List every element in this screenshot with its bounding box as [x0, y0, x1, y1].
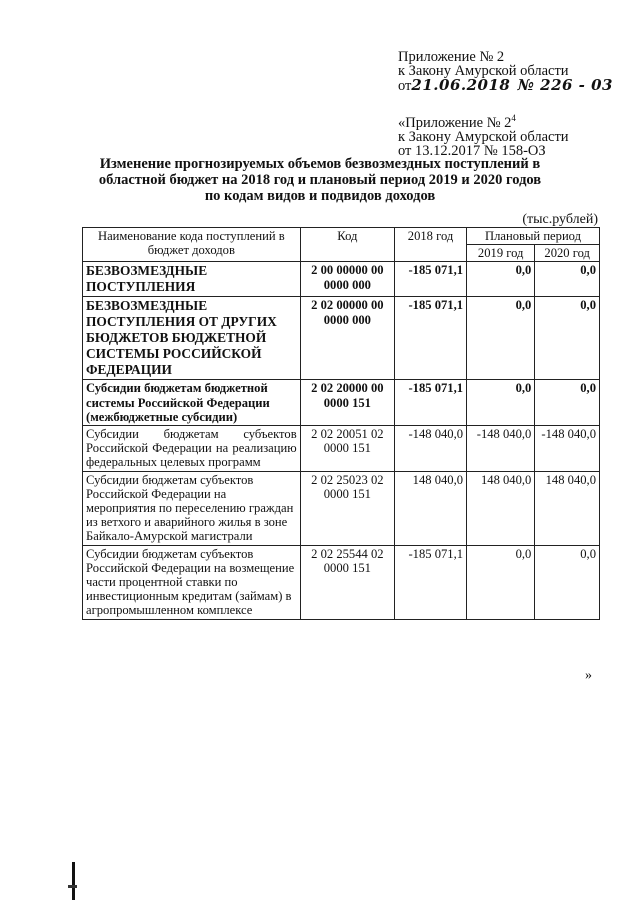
row-2018: 148 040,0	[395, 471, 467, 545]
row-name: БЕЗВОЗМЕЗДНЫЕ ПОСТУПЛЕНИЯ	[83, 262, 301, 297]
row-code: 2 02 00000 00 0000 000	[300, 297, 394, 380]
header-2020: 2020 год	[535, 245, 600, 262]
row-2019: -148 040,0	[467, 426, 535, 472]
row-2018: -185 071,1	[395, 380, 467, 426]
row-code: 2 02 25023 02 0000 151	[300, 471, 394, 545]
row-code: 2 02 20000 00 0000 151	[300, 380, 394, 426]
from-prefix: от	[398, 78, 412, 94]
quoted-date-line: от 13.12.2017 № 158-ОЗ	[398, 142, 546, 159]
appendix-line: Приложение № 2	[398, 49, 505, 65]
table-row	[83, 297, 600, 380]
row-2018: -185 071,1	[395, 262, 467, 297]
table-row	[83, 426, 600, 472]
row-2018: -185 071,1	[395, 545, 467, 619]
row-2018: -185 071,1	[395, 297, 467, 380]
row-2020: 0,0	[535, 297, 600, 380]
row-name: Субсидии бюджетам субъектов Российской Федерации на мероприятия по переселению граждан из ветхого и аварийного жилья в зоне Байкало-Амурской магистрали	[83, 471, 301, 545]
row-2020: 148 040,0	[535, 471, 600, 545]
row-2020: 0,0	[535, 380, 600, 426]
scan-artifact-tick	[68, 885, 77, 888]
handwritten-number: № 226 - 03	[517, 76, 613, 94]
header-2018: 2018 год	[395, 228, 467, 262]
row-name: Субсидии бюджетам субъектов Российской Федерации на возмещение части процентной ставки по инвестиционным кредитам (займам) в агропромышленном комплексе	[83, 545, 301, 619]
row-2018: -148 040,0	[395, 426, 467, 472]
row-code: 2 00 00000 00 0000 000	[300, 262, 394, 297]
row-2019: 0,0	[467, 545, 535, 619]
handwritten-date: 21.06.2018	[411, 76, 511, 94]
row-2019: 148 040,0	[467, 471, 535, 545]
table-row	[83, 262, 600, 297]
table-row	[83, 471, 600, 545]
table-row	[83, 545, 600, 619]
revenue-table	[82, 227, 600, 620]
header-plan-period: Плановый период	[467, 228, 600, 245]
header-2019: 2019 год	[467, 245, 535, 262]
row-2019: 0,0	[467, 262, 535, 297]
law-line: к Закону Амурской области	[398, 63, 569, 79]
row-code: 2 02 25544 02 0000 151	[300, 545, 394, 619]
header-name: Наименование кода поступлений в бюджет доходов	[83, 228, 301, 262]
row-code: 2 02 20051 02 0000 151	[300, 426, 394, 472]
units-label: (тыс.рублей)	[522, 212, 598, 227]
row-2020: 0,0	[535, 545, 600, 619]
quoted-law-line: к Закону Амурской области	[398, 128, 569, 145]
row-2019: 0,0	[467, 297, 535, 380]
header-code: Код	[300, 228, 394, 262]
document-title: Изменение прогнозируемых объемов безвозмездных поступлений в областной бюджет на 2018 год и плановый период 2019 и 2020 годов по кодам видов и подвидов доходов	[98, 156, 542, 204]
signature-date-line	[398, 78, 613, 93]
scan-artifact-mark	[72, 862, 75, 900]
row-2020: 0,0	[535, 262, 600, 297]
row-2020: -148 040,0	[535, 426, 600, 472]
closing-quote: »	[585, 668, 592, 683]
row-2019: 0,0	[467, 380, 535, 426]
table-row	[83, 380, 600, 426]
quoted-appendix-line: «Приложение № $2^4$	[398, 113, 516, 131]
appendix-superscript: 4	[511, 113, 516, 123]
row-name: Субсидии бюджетам субъектов Российской Федерации на реализацию федеральных целевых программ	[83, 426, 301, 472]
row-name: БЕЗВОЗМЕЗДНЫЕ ПОСТУПЛЕНИЯ ОТ ДРУГИХ БЮДЖЕТОВ БЮДЖЕТНОЙ СИСТЕМЫ РОССИЙСКОЙ ФЕДЕРАЦИИ	[83, 297, 301, 380]
row-name: Субсидии бюджетам бюджетной системы Российской Федерации (межбюджетные субсидии)	[83, 380, 301, 426]
appendix-header	[398, 50, 613, 158]
table-header-row	[83, 228, 600, 245]
